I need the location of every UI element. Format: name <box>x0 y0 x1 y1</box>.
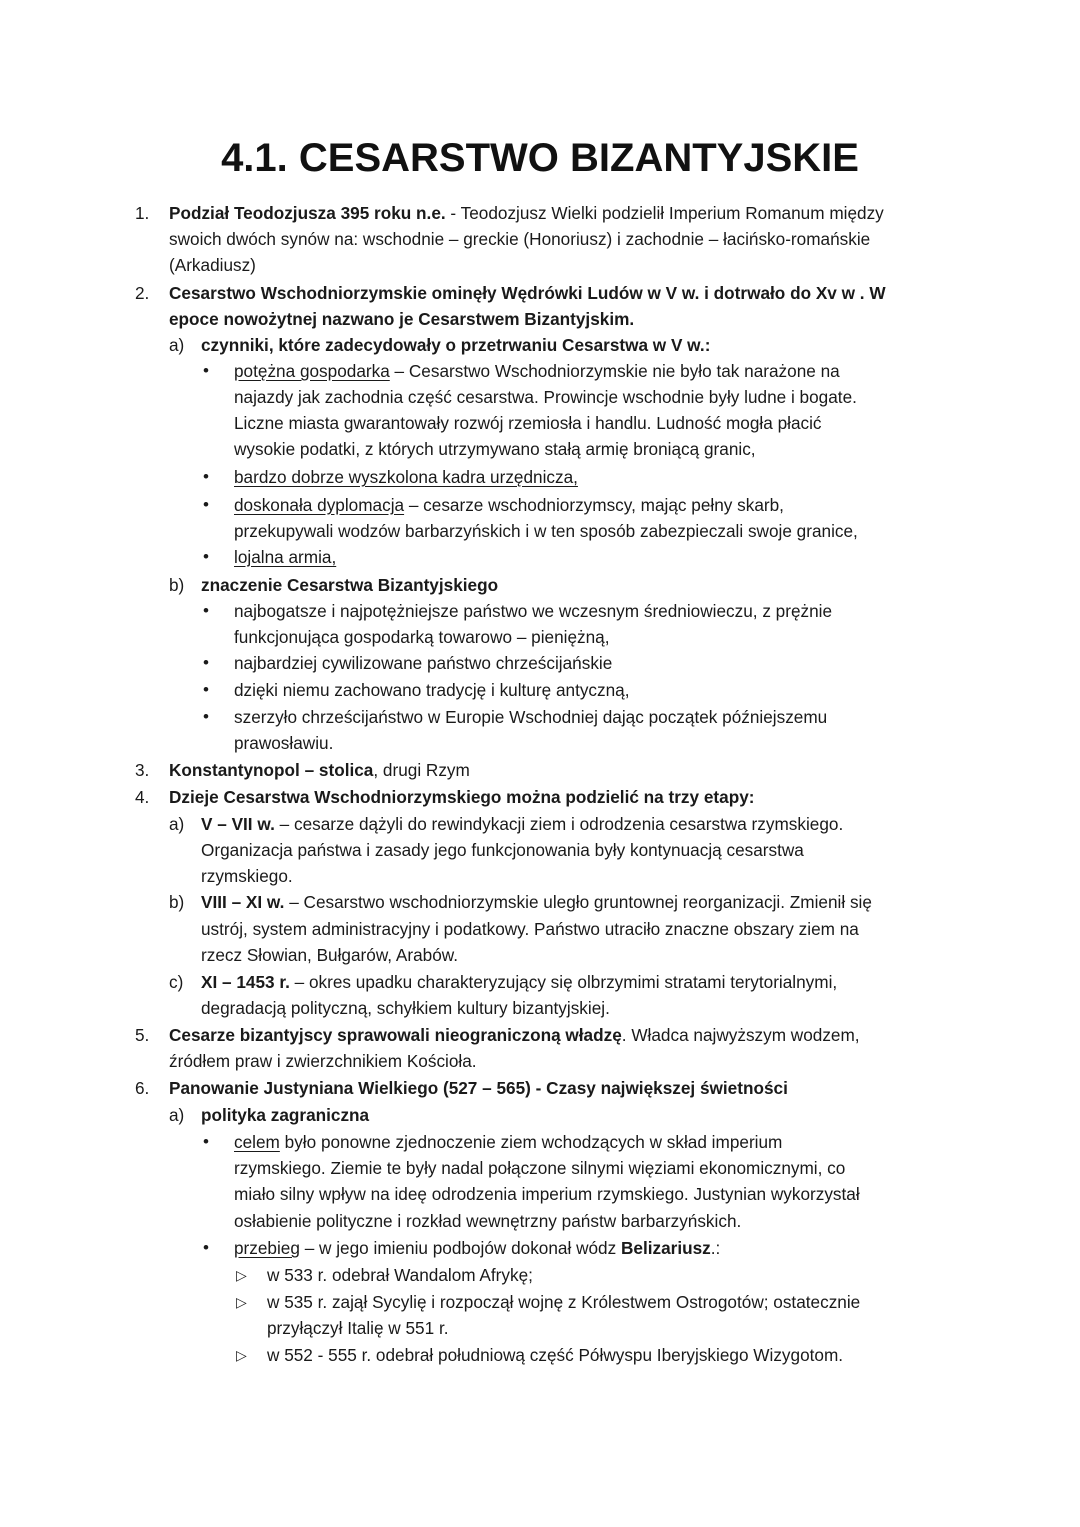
text-line <box>201 942 458 968</box>
text-run: degradacją polityczną, schyłkiem kultury bizantyjskiej. <box>201 998 610 1018</box>
bold-text: VIII – XI w. <box>201 892 285 912</box>
text-run: najazdy jak zachodnia część cesarstwa. Prowincje wschodnie były ludne i bogate. <box>234 387 857 407</box>
text-line <box>234 650 612 676</box>
text-line <box>234 704 827 730</box>
text-line <box>169 1022 860 1048</box>
bold-text: czynniki, które zadecydowały o przetrwaniu Cesarstwa w V w.: <box>201 335 711 355</box>
text-line <box>201 572 498 598</box>
bold-text: V – VII w. <box>201 814 275 834</box>
text-run: wysokie podatki, z których utrzymywano stałą armię broniącą granic, <box>234 439 756 459</box>
text-run: przyłączył Italię w 551 r. <box>267 1318 449 1338</box>
text-line <box>201 332 710 358</box>
text-line <box>169 1048 477 1074</box>
bullet-marker: • <box>203 707 209 726</box>
text-line <box>201 969 837 995</box>
bullet-marker: • <box>203 653 209 672</box>
bold-text: Cesarze bizantyjscy sprawowali nieograniczoną władzę <box>169 1025 622 1045</box>
text-run: w 552 - 555 r. odebrał południową część Półwyspu Iberyjskiego Wizygotom. <box>267 1345 844 1365</box>
bold-text: Panowanie Justyniana Wielkiego (527 – 565) - Czasy największej świetności <box>169 1078 788 1098</box>
bullet-marker: • <box>203 467 209 486</box>
text-line <box>234 624 610 650</box>
text-run: przekupywali wodzów barbarzyńskich i w ten sposób zabezpieczali swoje granice, <box>234 521 858 541</box>
text-line <box>234 410 822 436</box>
text-run: w 533 r. odebrał Wandalom Afrykę; <box>267 1265 533 1285</box>
text-line <box>234 518 858 544</box>
text-line <box>169 784 754 810</box>
text-line <box>169 306 634 332</box>
bullet-marker: • <box>203 680 209 699</box>
text-run: funkcjonująca gospodarką towarowo – pieniężną, <box>234 627 610 647</box>
text-line <box>201 837 804 863</box>
text-line <box>234 384 857 410</box>
triangle-bullet-icon: ▷ <box>236 1267 247 1283</box>
list-number: 4. <box>135 787 150 807</box>
text-run: .: <box>710 1238 721 1258</box>
text-run: było ponowne zjednoczenie ziem wchodzących w skład imperium <box>279 1132 783 1152</box>
text-run: miało silny wpływ na ideę odrodzenia imperium rzymskiego. Justynian wykorzystał <box>234 1184 860 1204</box>
text-line <box>234 677 630 703</box>
text-run: rzecz Słowian, Bułgarów, Arabów. <box>201 945 458 965</box>
text-run: źródłem praw i zwierzchnikiem Kościoła. <box>169 1051 477 1071</box>
text-run: Liczne miasta gwarantowały rozwój rzemiosła i handlu. Ludność mogła płacić <box>234 413 822 433</box>
text-run: – Cesarstwo Wschodniorzymskie nie było tak narażone na <box>389 361 840 381</box>
text-run: , drugi Rzym <box>373 760 470 780</box>
bold-text: Belizariusz <box>620 1238 711 1258</box>
underlined-text: lojalna armia, <box>234 547 337 567</box>
text-line <box>267 1289 860 1315</box>
list-number: 2. <box>135 283 150 303</box>
list-number: 6. <box>135 1078 150 1098</box>
text-run: dzięki niemu zachowano tradycję i kulturę antyczną, <box>234 680 630 700</box>
text-run: w 535 r. zajął Sycylię i rozpoczął wojnę z Królestwem Ostrogotów; ostatecznie <box>267 1292 861 1312</box>
text-run: prawosławiu. <box>234 733 334 753</box>
page-title: 4.1. CESARSTWO BIZANTYJSKIE <box>221 136 859 180</box>
text-line <box>234 1181 860 1207</box>
bold-text: epoce nowożytnej nazwano je Cesarstwem Bizantyjskim. <box>169 309 635 329</box>
list-number: 3. <box>135 760 150 780</box>
text-run: – cesarze dążyli do rewindykacji ziem i odrodzenia cesarstwa rzymskiego. <box>274 814 844 834</box>
text-run: (Arkadiusz) <box>169 255 256 275</box>
text-line <box>267 1315 449 1341</box>
text-line <box>234 1208 741 1234</box>
bold-text: Konstantynopol – stolica <box>169 760 374 780</box>
text-run: – w jego imieniu podbojów dokonał wódz <box>299 1238 621 1258</box>
list-number: c) <box>169 972 184 992</box>
bullet-marker: • <box>203 1132 209 1151</box>
text-run: – cesarze wschodniorzymscy, mając pełny skarb, <box>404 495 784 515</box>
text-run: osłabienie polityczne i rozkład wewnętrzny państw barbarzyńskich. <box>234 1211 742 1231</box>
text-run: . Władca najwyższym wodzem, <box>621 1025 860 1045</box>
text-line <box>267 1342 843 1368</box>
bold-text: Cesarstwo Wschodniorzymskie ominęły Wędrówki Ludów w V w. i dotrwało do Xv w . W <box>169 283 886 303</box>
text-line <box>234 598 832 624</box>
text-run: - Teodozjusz Wielki podzielił Imperium Romanum między <box>445 203 884 223</box>
bold-text: polityka zagraniczna <box>201 1105 370 1125</box>
text-run: Organizacja państwa i zasady jego funkcjonowania były kontynuacją cesarstwa <box>201 840 804 860</box>
bullet-marker: • <box>203 547 209 566</box>
text-line <box>201 811 843 837</box>
bold-text: znaczenie Cesarstwa Bizantyjskiego <box>201 575 499 595</box>
text-line <box>267 1262 533 1288</box>
text-line <box>201 995 610 1021</box>
list-number: 1. <box>135 203 150 223</box>
list-number: b) <box>169 892 185 912</box>
text-run: szerzyło chrześcijaństwo w Europie Wschodniej dając początek późniejszemu <box>234 707 828 727</box>
text-line <box>169 252 256 278</box>
list-number: b) <box>169 575 185 595</box>
bullet-marker: • <box>203 361 209 380</box>
underlined-text: celem <box>234 1132 280 1152</box>
bullet-marker: • <box>203 495 209 514</box>
text-run: – okres upadku charakteryzujący się olbrzymimi stratami terytorialnymi, <box>289 972 838 992</box>
bold-text: Dzieje Cesarstwa Wschodniorzymskiego można podzielić na trzy etapy: <box>169 787 755 807</box>
text-line <box>234 1155 845 1181</box>
text-line <box>234 492 784 518</box>
text-line <box>234 436 756 462</box>
text-line <box>234 358 840 384</box>
bold-text: Podział Teodozjusza 395 roku n.e. <box>169 203 446 223</box>
triangle-bullet-icon: ▷ <box>236 1294 247 1310</box>
bullet-marker: • <box>203 601 209 620</box>
text-line <box>201 863 293 889</box>
underlined-text: doskonała dyplomacja <box>234 495 405 515</box>
text-run: swoich dwóch synów na: wschodnie – greckie (Honoriusz) i zachodnie – łacińsko-romańskie <box>169 229 871 249</box>
text-line <box>169 226 870 252</box>
text-line <box>234 464 578 490</box>
text-line <box>169 1075 788 1101</box>
text-line <box>169 280 886 306</box>
text-run: rzymskiego. <box>201 866 293 886</box>
text-run: ustrój, system administracyjny i podatkowy. Państwo utraciło znaczne obszary ziem na <box>201 919 859 939</box>
underlined-text: potężna gospodarka <box>234 361 390 381</box>
text-run: najbogatsze i najpotężniejsze państwo we wczesnym średniowieczu, z prężnie <box>234 601 833 621</box>
text-line <box>201 916 859 942</box>
underlined-text: bardzo dobrze wyszkolona kadra urzędnicza, <box>234 467 578 487</box>
list-number: a) <box>169 1105 185 1125</box>
bold-text: XI – 1453 r. <box>201 972 290 992</box>
text-line <box>234 1235 720 1261</box>
text-run: najbardziej cywilizowane państwo chrześcijańskie <box>234 653 613 673</box>
text-line <box>201 889 872 915</box>
text-run: rzymskiego. Ziemie te były nadal połączone silnymi więziami ekonomicznymi, co <box>234 1158 846 1178</box>
text-line <box>169 757 470 783</box>
list-number: a) <box>169 335 185 355</box>
text-line <box>201 1102 369 1128</box>
text-line <box>234 730 333 756</box>
text-run: – Cesarstwo wschodniorzymskie uległo gruntownej reorganizacji. Zmienił się <box>284 892 872 912</box>
text-line <box>169 200 884 226</box>
triangle-bullet-icon: ▷ <box>236 1347 247 1363</box>
underlined-text: przebieg <box>234 1238 300 1258</box>
list-number: a) <box>169 814 185 834</box>
text-line <box>234 1129 782 1155</box>
bullet-marker: • <box>203 1238 209 1257</box>
list-number: 5. <box>135 1025 150 1045</box>
text-line <box>234 544 336 570</box>
